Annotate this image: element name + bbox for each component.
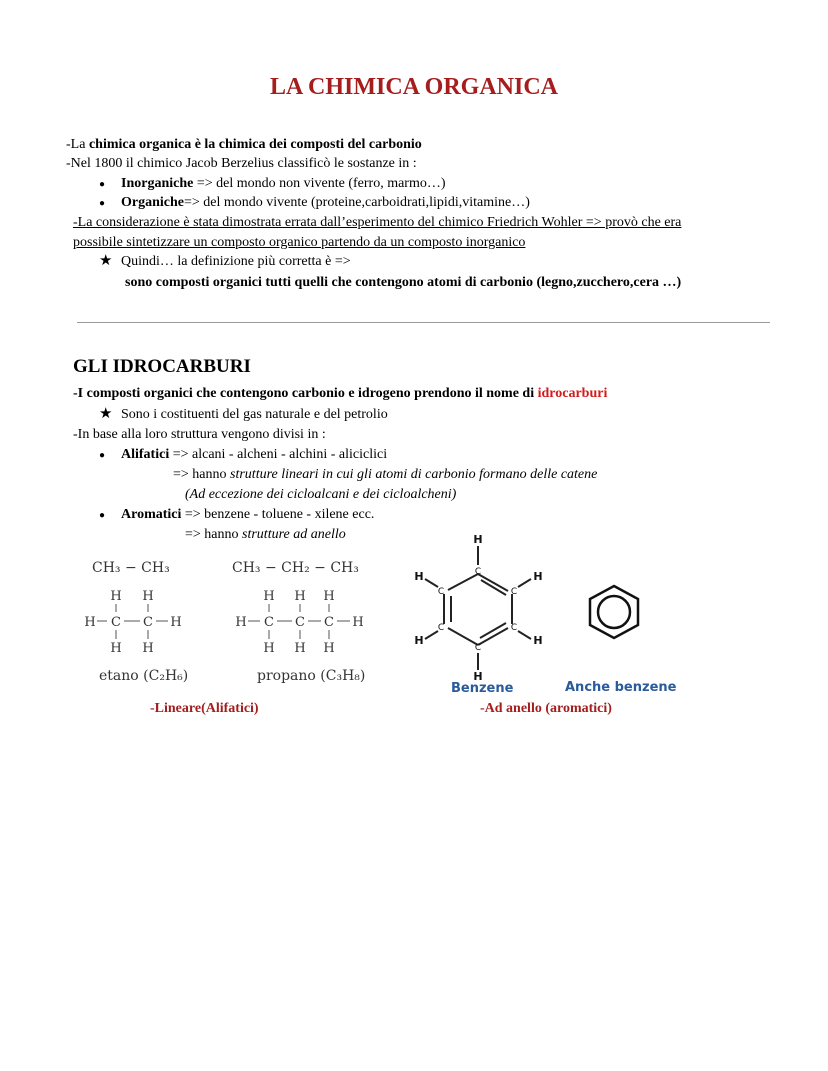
atom-c: C: [437, 623, 445, 633]
star-icon: ★: [99, 253, 113, 269]
underlined-text-2: possibile sintetizzare un composto organico partendo da un composto inorganico: [73, 235, 526, 250]
atom-h: H: [414, 634, 424, 647]
atom-c: C: [510, 623, 518, 633]
atom-h: H: [142, 589, 154, 604]
aromatici-detail-prefix: => hanno: [185, 527, 243, 542]
atom-c: C: [111, 615, 121, 630]
atom-h: H: [473, 670, 483, 682]
definition-line: [125, 273, 681, 292]
atom-h: H: [142, 641, 154, 656]
bullet-inorganiche-bold: Inorganiche: [121, 176, 194, 191]
bullet-aromatici: [99, 505, 374, 525]
intro-line-1: [66, 135, 422, 154]
aromatici-detail-italic: strutture ad anello: [242, 527, 346, 542]
section-line-1-bold: -I composti organici che contengono carbonio e idrogeno prendono il nome di: [73, 386, 538, 401]
atom-h: H: [533, 570, 543, 583]
underlined-text-1: -La considerazione è stata dimostrata errata dall’esperimento del chimico Friedrich Wohler => provò che era: [73, 215, 682, 230]
bullet-dot-icon: ●: [99, 179, 106, 190]
bonds: [97, 604, 168, 639]
caption-ring: -Ad anello (aromatici): [480, 701, 612, 716]
atom-c: C: [474, 643, 482, 653]
bullet-organiche: [99, 193, 530, 213]
star-item-quindi-text: Quindi… la definizione più corretta è =>: [121, 254, 351, 269]
alifatici-detail-italic: strutture lineari in cui gli atomi di carbonio formano delle catene: [230, 467, 598, 482]
alifatici-detail: [173, 465, 597, 484]
underlined-line-2: [73, 233, 525, 252]
atom-h: H: [263, 641, 275, 656]
aromatici-detail: [185, 525, 346, 544]
atom-h: H: [352, 615, 364, 630]
caption-linear: -Lineare(Alifatici): [150, 701, 259, 716]
atom-h: H: [414, 570, 424, 583]
ethane-condensed-formula: CH₃ − CH₃: [92, 560, 170, 576]
ethane-name: etano (C₂H₆): [99, 668, 189, 684]
star-item-costituenti: [99, 405, 388, 424]
atom-h: H: [294, 641, 306, 656]
intro-line-1-prefix: -La: [66, 137, 89, 152]
benzene-alt-label: Anche benzene: [565, 680, 677, 695]
section-heading: GLI IDROCARBURI: [73, 356, 251, 377]
bullet-aromatici-text: => benzene - toluene - xilene ecc.: [181, 507, 375, 522]
atom-h: H: [110, 589, 122, 604]
atom-h: H: [263, 589, 275, 604]
bullet-dot-icon: ●: [99, 510, 106, 521]
atom-h: H: [473, 533, 483, 546]
definition-text: sono composti organici tutti quelli che contengono atomi di carbonio (legno,zucchero,cera …): [125, 275, 682, 290]
propane-condensed-formula: CH₃ − CH₂ − CH₃: [232, 560, 359, 576]
bullet-aromatici-bold: Aromatici: [121, 507, 182, 522]
bullet-alifatici-bold: Alifatici: [121, 447, 170, 462]
atom-h: H: [323, 641, 335, 656]
ethane-structural-formula: [82, 586, 192, 658]
star-item-quindi: [99, 252, 351, 271]
atom-h: H: [110, 641, 122, 656]
atom-h: H: [235, 615, 247, 630]
atom-h: H: [294, 589, 306, 604]
alifatici-detail-prefix: => hanno: [173, 467, 231, 482]
atom-h: H: [170, 615, 182, 630]
bullet-alifatici-text: => alcani - alcheni - alchini - aliciclici: [169, 447, 388, 462]
atom-h: H: [323, 589, 335, 604]
alifatici-exception: [185, 485, 456, 504]
benzene-skeletal-ring-icon: [584, 582, 644, 642]
bullet-inorganiche: [99, 174, 446, 194]
intro-line-2: -Nel 1800 il chimico Jacob Berzelius classificò le sostanze in :: [66, 156, 417, 171]
atom-c: C: [324, 615, 334, 630]
bullet-inorganiche-text: => del mondo non vivente (ferro, marmo…): [193, 176, 446, 191]
bullet-organiche-bold: Organiche: [121, 195, 184, 210]
underlined-line-1: [73, 213, 681, 232]
bullet-dot-icon: ●: [99, 198, 106, 209]
bullet-organiche-text: => del mondo vivente (proteine,carboidrati,lipidi,vitamine…): [184, 195, 530, 210]
atom-c: C: [474, 567, 482, 577]
page-title: LA CHIMICA ORGANICA: [269, 74, 559, 100]
atom-c: C: [510, 587, 518, 597]
atom-c: C: [295, 615, 305, 630]
intro-line-1-bold: chimica organica è la chimica dei composti del carbonio: [88, 137, 422, 152]
atom-c: C: [437, 587, 445, 597]
section-line-1: [73, 384, 607, 403]
section-keyword-red: idrocarburi: [537, 386, 608, 401]
alifatici-exception-text: (Ad eccezione dei cicloalcani e dei cicloalcheni): [185, 487, 457, 502]
benzene-kekule-structure: [408, 532, 558, 682]
bullet-alifatici: [99, 445, 387, 465]
propane-name: propano (C₃H₈): [257, 668, 366, 684]
star-icon: ★: [99, 406, 113, 422]
bullet-dot-icon: ●: [99, 450, 106, 461]
section-line-2: -In base alla loro struttura vengono divisi in :: [73, 427, 326, 442]
propane-structural-formula: [232, 586, 372, 658]
benzene-label: Benzene: [451, 681, 514, 696]
atom-h: H: [84, 615, 96, 630]
atom-c: C: [264, 615, 274, 630]
atom-h: H: [533, 634, 543, 647]
atom-c: C: [143, 615, 153, 630]
star-item-costituenti-text: Sono i costituenti del gas naturale e del petrolio: [121, 407, 388, 422]
horizontal-divider: [77, 322, 770, 323]
